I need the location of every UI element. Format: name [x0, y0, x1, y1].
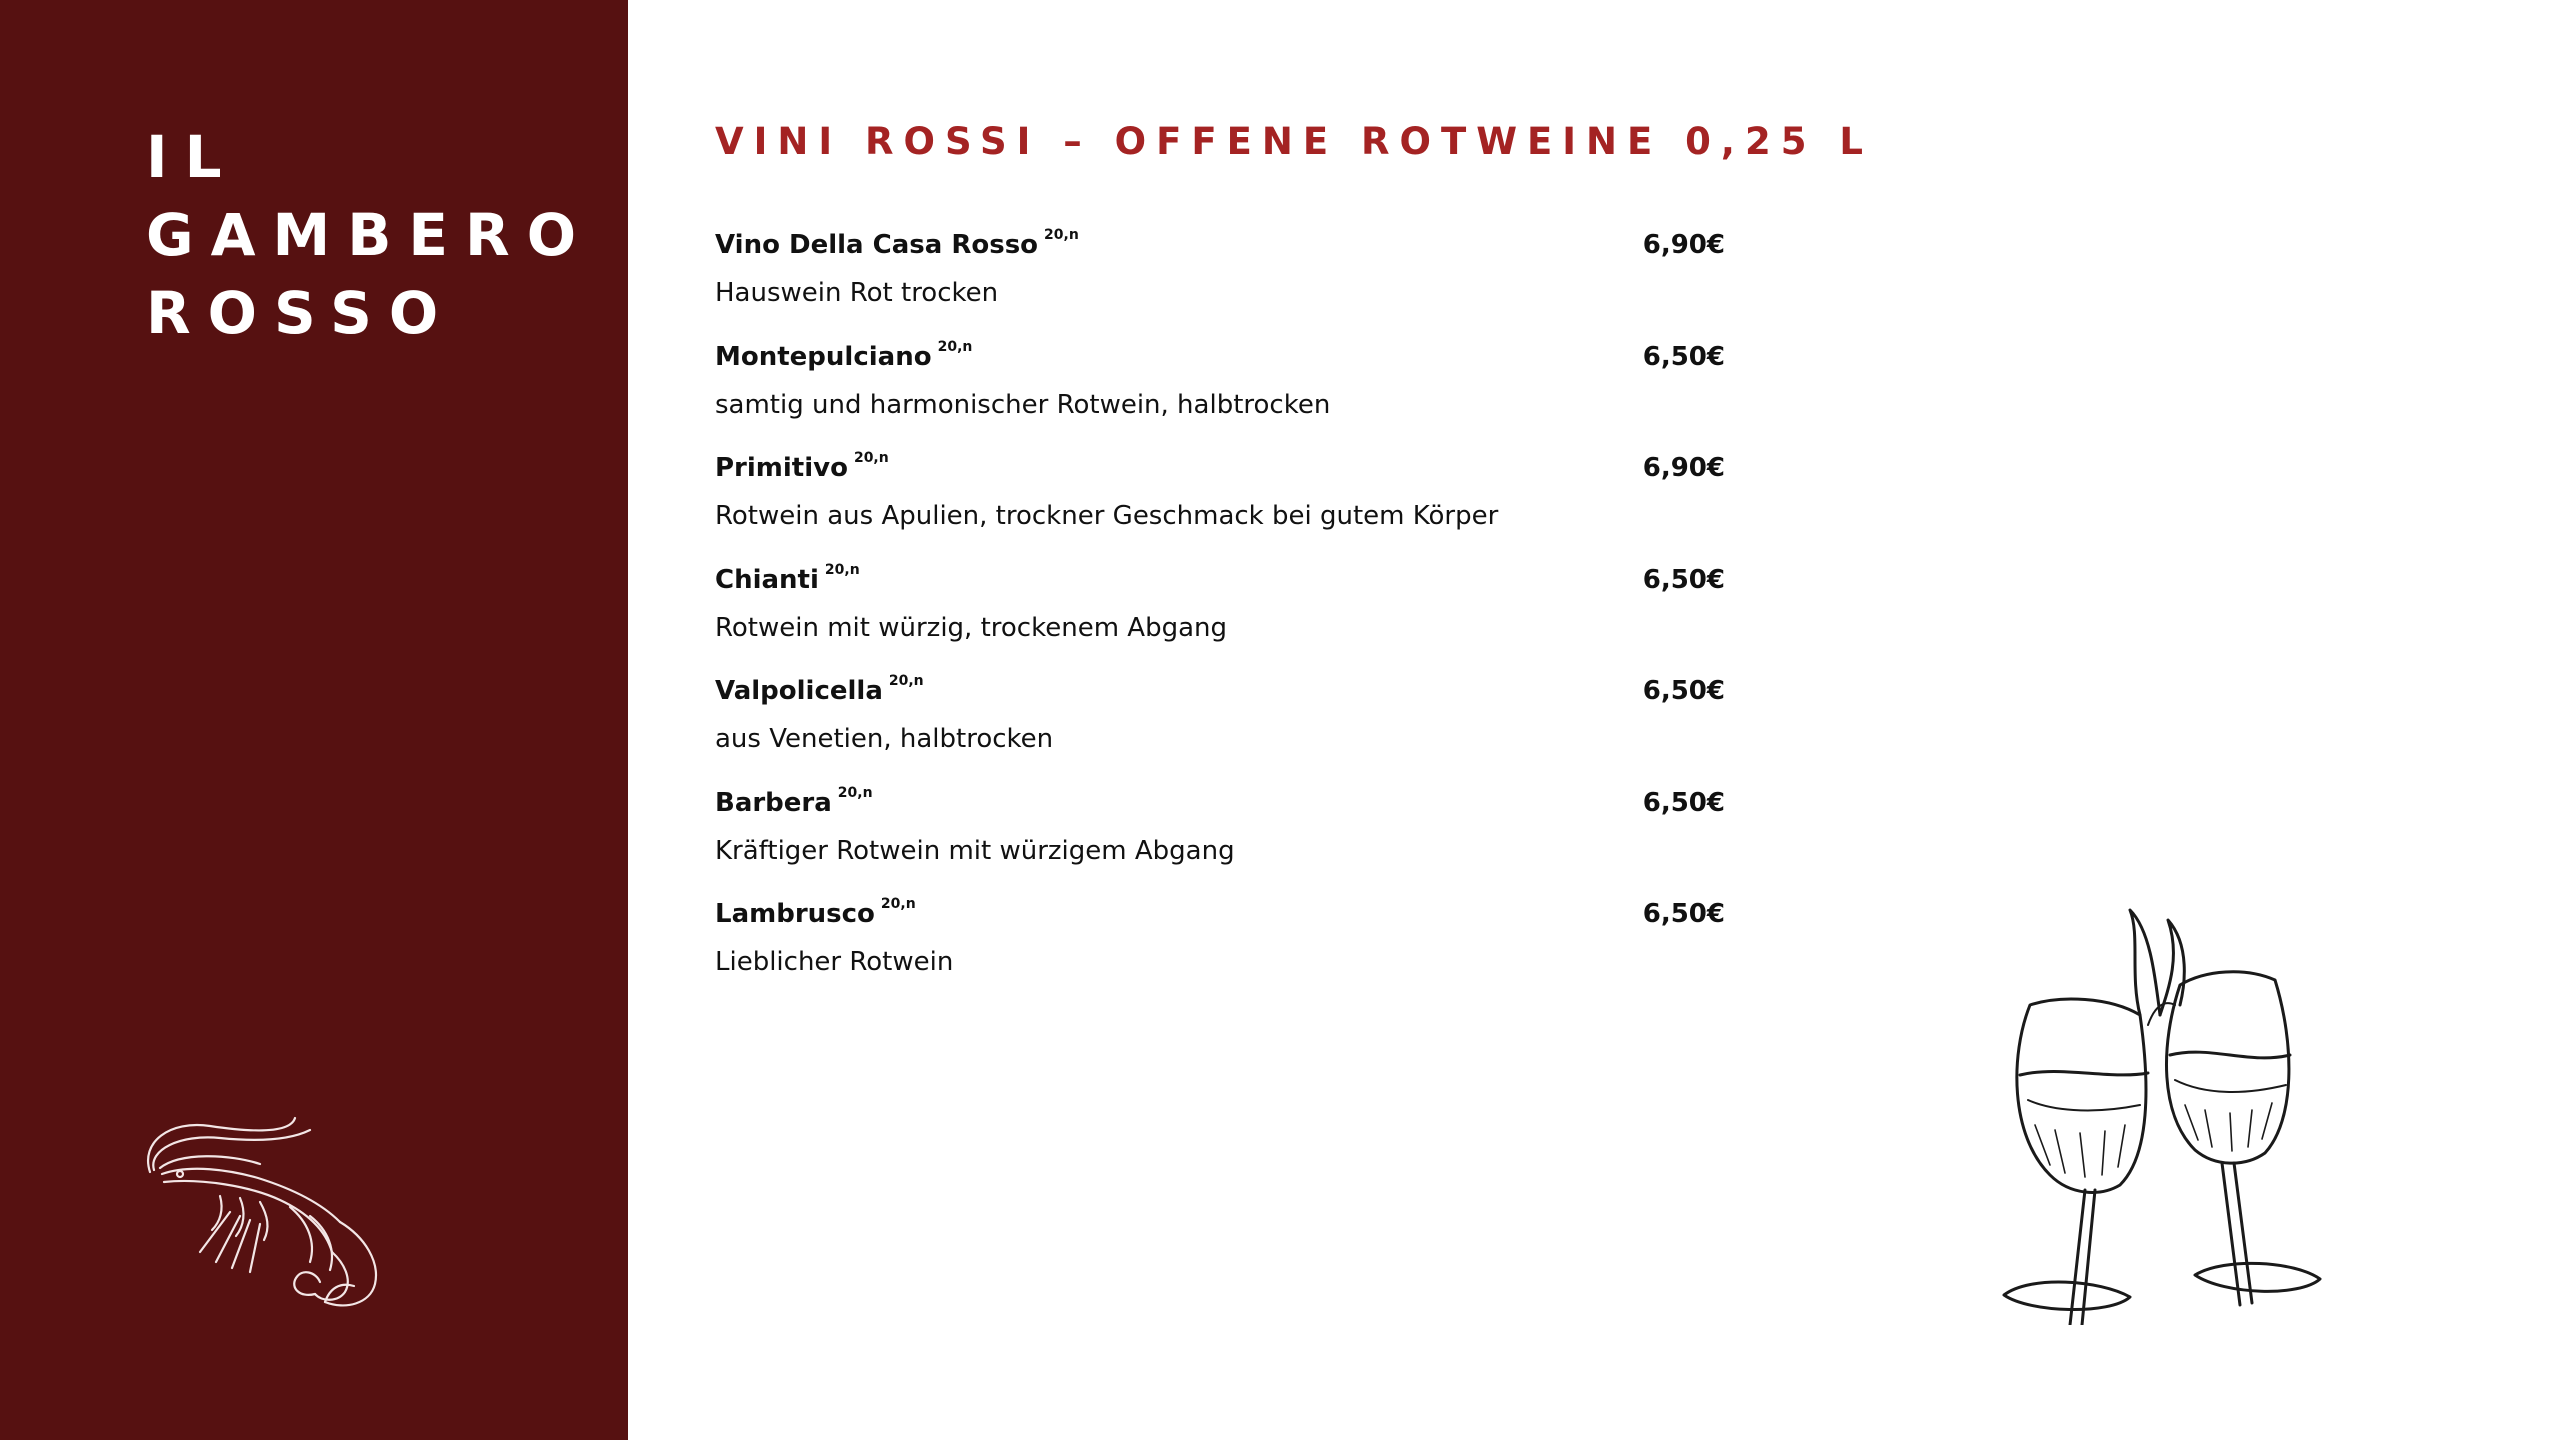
item-name: Lambrusco $^{20,n}$	[715, 896, 916, 929]
sidebar	[0, 0, 628, 1440]
item-price: 6,90€	[1642, 453, 1725, 483]
item-description: Lieblicher Rotwein	[715, 947, 954, 977]
allergen-note: 20,n	[888, 673, 924, 689]
allergen-note: 20,n	[937, 338, 973, 355]
menu-item	[715, 340, 1725, 452]
item-price: 6,90€	[1642, 230, 1725, 260]
allergen-note: 20,n	[853, 450, 889, 466]
item-price: 6,50€	[1642, 676, 1725, 706]
allergen-note: 20,n	[824, 561, 860, 578]
item-name: Vino Della Casa Rosso $^{20,n}$	[715, 227, 1079, 260]
restaurant-name-line-3: ROSSO	[146, 279, 456, 347]
item-price: 6,50€	[1642, 341, 1725, 372]
section-heading: VINI ROSSI – OFFENE ROTWEINE 0,25 L	[715, 120, 1873, 163]
item-name: Primitivo $^{20,n}$	[715, 450, 889, 483]
item-name: Montepulciano $^{20,n}$	[715, 338, 973, 372]
restaurant-name-line-2: GAMBERO	[146, 201, 594, 269]
item-description: Hauswein Rot trocken	[715, 278, 999, 308]
menu-item	[715, 897, 1725, 1009]
item-description: aus Venetien, halbtrocken	[715, 724, 1054, 754]
item-description: Rotwein mit würzig, trockenem Abgang	[715, 612, 1227, 643]
restaurant-name-line-1: IL	[146, 123, 239, 191]
menu-item	[715, 451, 1725, 563]
allergen-note: 20,n	[837, 784, 873, 801]
menu-item	[715, 786, 1725, 898]
restaurant-name	[146, 118, 593, 352]
item-price: 6,50€	[1642, 564, 1725, 595]
menu-item	[715, 228, 1725, 340]
item-description: Kräftiger Rotwein mit würzigem Abgang	[715, 835, 1235, 866]
item-name: Chianti $^{20,n}$	[715, 561, 860, 595]
allergen-note: 20,n	[880, 896, 916, 912]
item-name: Valpolicella $^{20,n}$	[715, 673, 924, 706]
allergen-note: 20,n	[1044, 227, 1079, 243]
menu-item	[715, 674, 1725, 786]
item-description: samtig und harmonischer Rotwein, halbtrocken	[715, 389, 1331, 420]
menu-item	[715, 563, 1725, 675]
item-price: 6,50€	[1642, 787, 1725, 818]
item-description: Rotwein aus Apulien, trockner Geschmack bei gutem Körper	[715, 501, 1499, 531]
wine-glasses-icon	[1990, 905, 2330, 1325]
item-name: Barbera $^{20,n}$	[715, 784, 873, 818]
wine-list	[715, 228, 1725, 1009]
shrimp-icon	[140, 1112, 400, 1312]
item-price: 6,50€	[1642, 899, 1725, 929]
